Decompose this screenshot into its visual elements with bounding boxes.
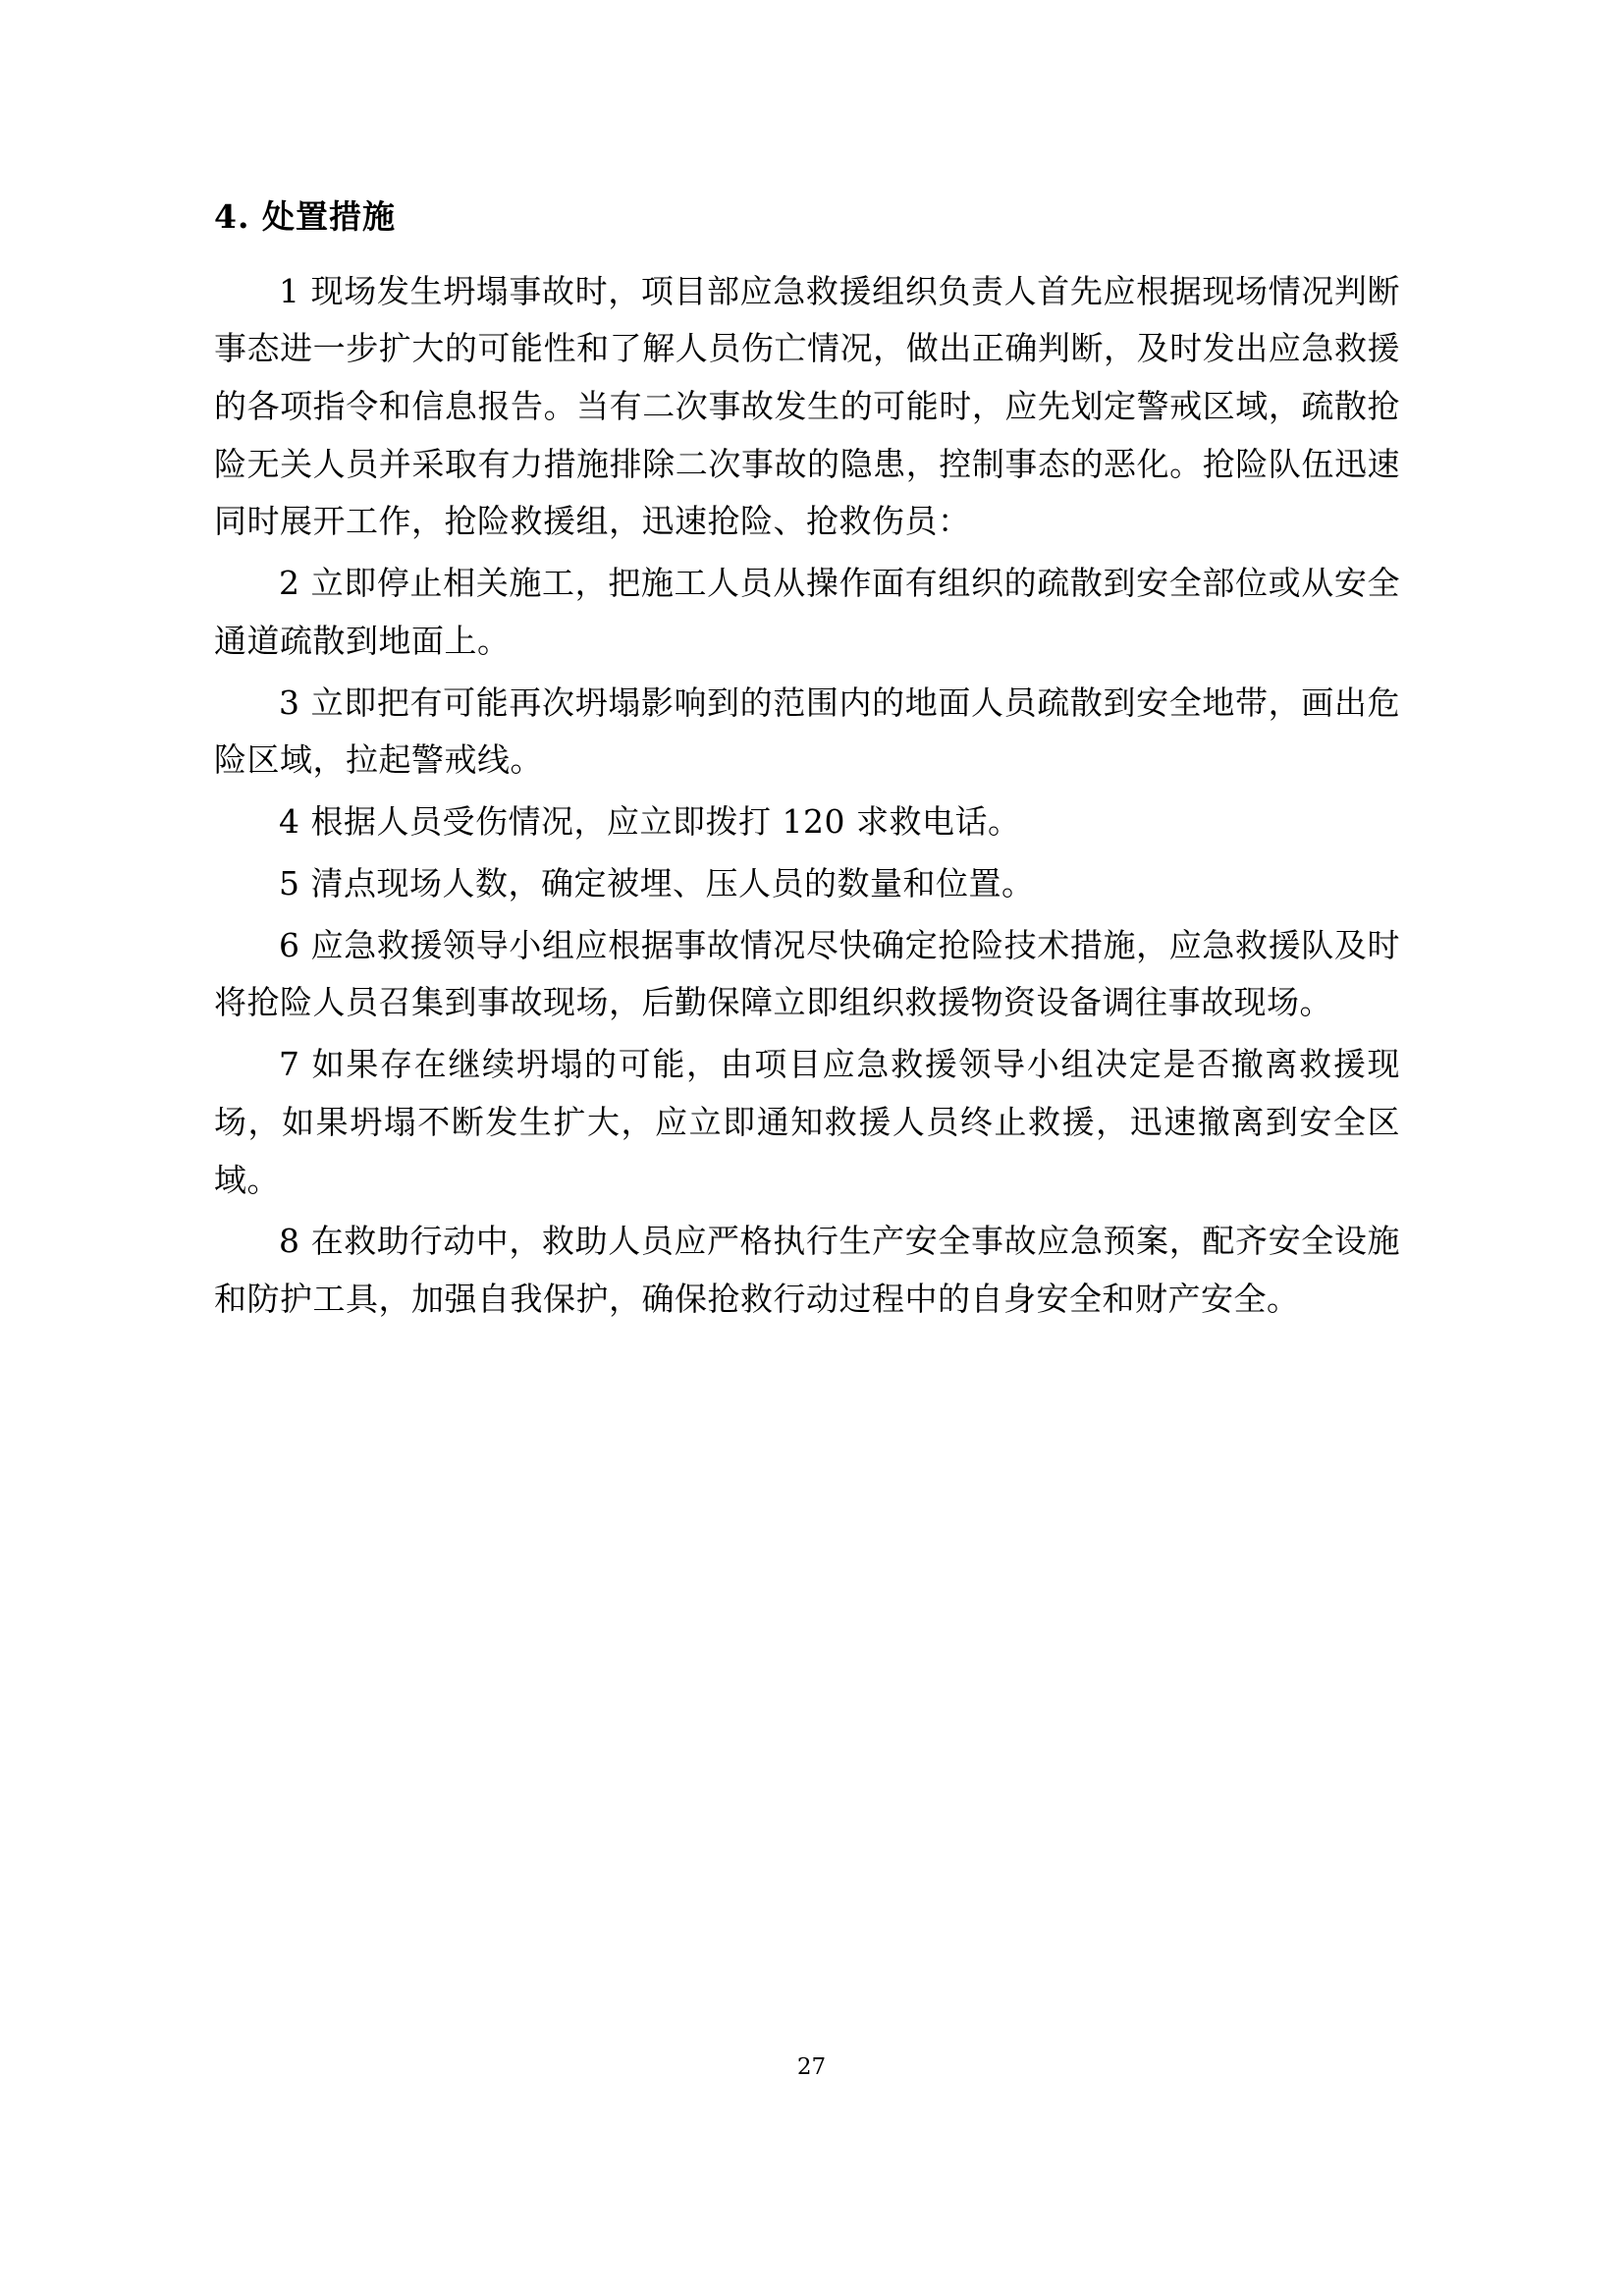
paragraph-5: 5 清点现场人数，确定被埋、压人员的数量和位置。 bbox=[279, 863, 1035, 902]
paragraph-6: 6 应急救援领导小组应根据事故情况尽快确定抢险技术措施，应急救援队及时将抢险人员召集到事故现场，后勤保障立即组织救援物资设备调往事故现场。 bbox=[214, 925, 1400, 1022]
page-body bbox=[214, 192, 1400, 1329]
paragraph-8: 8 在救助行动中，救助人员应严格执行生产安全事故应急预案，配齐安全设施和防护工具，加强自我保护，确保抢救行动过程中的自身安全和财产安全。 bbox=[214, 1222, 1400, 1318]
paragraph-7: 7 如果存在继续坍塌的可能，由项目应急救援领导小组决定是否撤离救援现场，如果坍塌不断发生扩大，应立即通知救援人员终止救援，迅速撤离到安全区域。 bbox=[214, 1045, 1400, 1199]
paragraph-1: 1 现场发生坍塌事故时，项目部应急救援组织负责人首先应根据现场情况判断事态进一步扩大的可能性和了解人员伤亡情况，做出正确判断，及时发出应急救援的各项指令和信息报告。当有二次事故发生的可能时，应先划定警戒区域，疏散抢险无关人员并采取有力措施排除二次事故的隐患，控制事态的恶化。抢险队伍迅速同时展开工作，抢险救援组，迅速抢险、抢救伤员： bbox=[214, 271, 1400, 541]
paragraph-2: 2 立即停止相关施工，把施工人员从操作面有组织的疏散到安全部位或从安全通道疏散到地面上。 bbox=[214, 564, 1400, 660]
page-number: 27 bbox=[796, 2054, 827, 2080]
paragraph-4: 4 根据人员受伤情况，应立即拨打 120 求救电话。 bbox=[279, 802, 1021, 842]
section-heading: 4. 处置措施 bbox=[214, 197, 396, 236]
paragraph-3: 3 立即把有可能再次坍塌影响到的范围内的地面人员疏散到安全地带，画出危险区域，拉起警戒线。 bbox=[214, 683, 1400, 780]
